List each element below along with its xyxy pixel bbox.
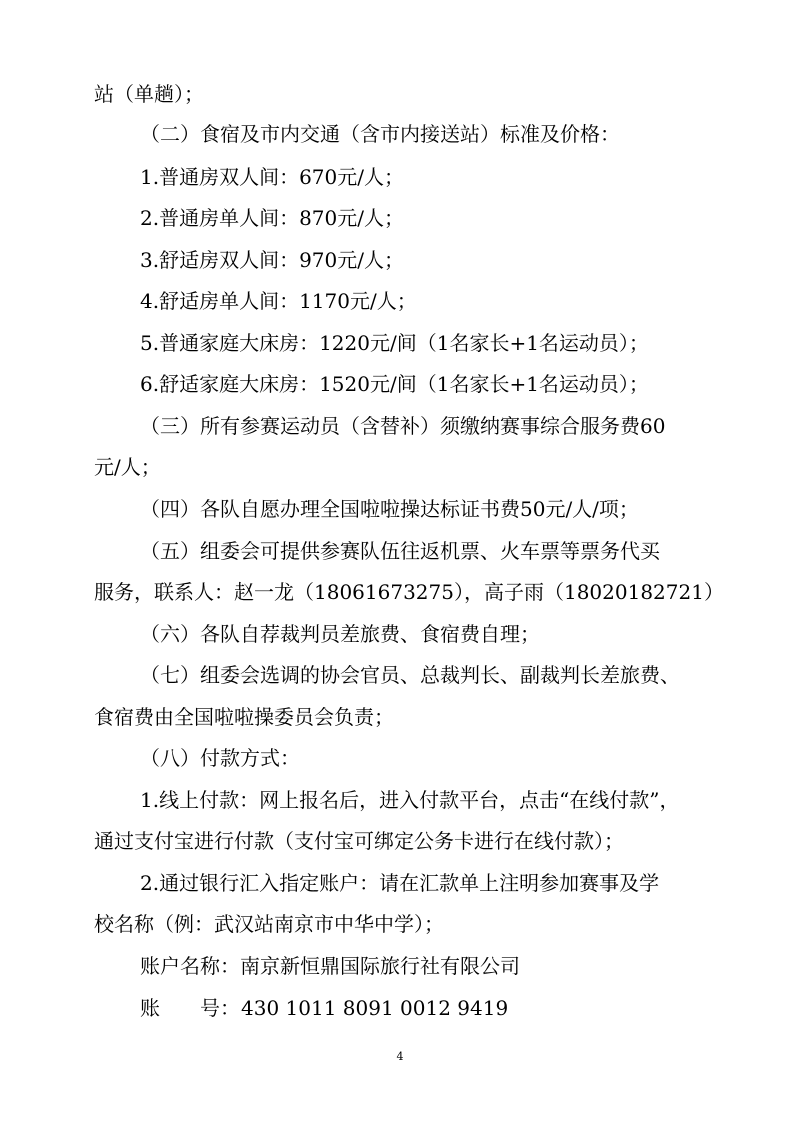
account-name: 账户名称：南京新恒鼎国际旅行社有限公司 [140, 954, 520, 978]
account-number-row [140, 991, 700, 1025]
price-item: 1.普通房双人间：670元/人； [140, 165, 404, 189]
payment-method-online: 1.线上付款：网上报名后，进入付款平台，点击“在线付款”， [140, 788, 680, 812]
price-item: 4.舒适房单人间：1170元/人； [140, 289, 417, 313]
price-item: 6.舒适家庭大床房：1520元/间（1名家长+1名运动员）； [140, 372, 649, 396]
section-heading-official-expenses: （七）组委会选调的协会官员、总裁判长、副裁判长差旅费、 [140, 663, 680, 687]
price-item: 3.舒适房双人间：970元/人； [140, 248, 404, 272]
contact-line: 服务，联系人：赵一龙（18061673275），高子雨（18020182721） [94, 580, 724, 604]
price-item: 2.普通房单人间：870元/人； [140, 206, 404, 230]
text-line: 通过支付宝进行付款（支付宝可绑定公务卡进行在线付款）； [94, 829, 624, 853]
account-number-label: 账 号： [140, 996, 240, 1020]
section-heading-ticket-service: （五）组委会可提供参赛队伍往返机票、火车票等票务代买 [140, 539, 660, 563]
payment-method-bank: 2.通过银行汇入指定账户：请在汇款单上注明参加赛事及学 [140, 871, 660, 895]
text-line: 校名称（例：武汉站南京市中华中学）； [94, 912, 444, 936]
section-heading-payment: （八）付款方式： [140, 746, 300, 770]
text-line: 站（单趟）； [94, 82, 204, 106]
section-heading-certificate-fee: （四）各队自愿办理全国啦啦操达标证书费50元/人/项； [140, 497, 639, 521]
text-line: 元/人； [94, 455, 161, 479]
account-number-value: 430 1011 8091 0012 9419 [241, 996, 509, 1020]
section-heading-food-lodging: （二）食宿及市内交通（含市内接送站）标准及价格： [140, 122, 620, 146]
price-item: 5.普通家庭大床房：1220元/间（1名家长+1名运动员）； [140, 331, 649, 355]
page-number: 4 [396, 1050, 404, 1063]
text-line: 食宿费由全国啦啦操委员会负责； [94, 705, 394, 729]
section-heading-service-fee: （三）所有参赛运动员（含替补）须缴纳赛事综合服务费60 [140, 414, 666, 438]
section-heading-referee-expenses: （六）各队自荐裁判员差旅费、食宿费自理； [140, 622, 540, 646]
